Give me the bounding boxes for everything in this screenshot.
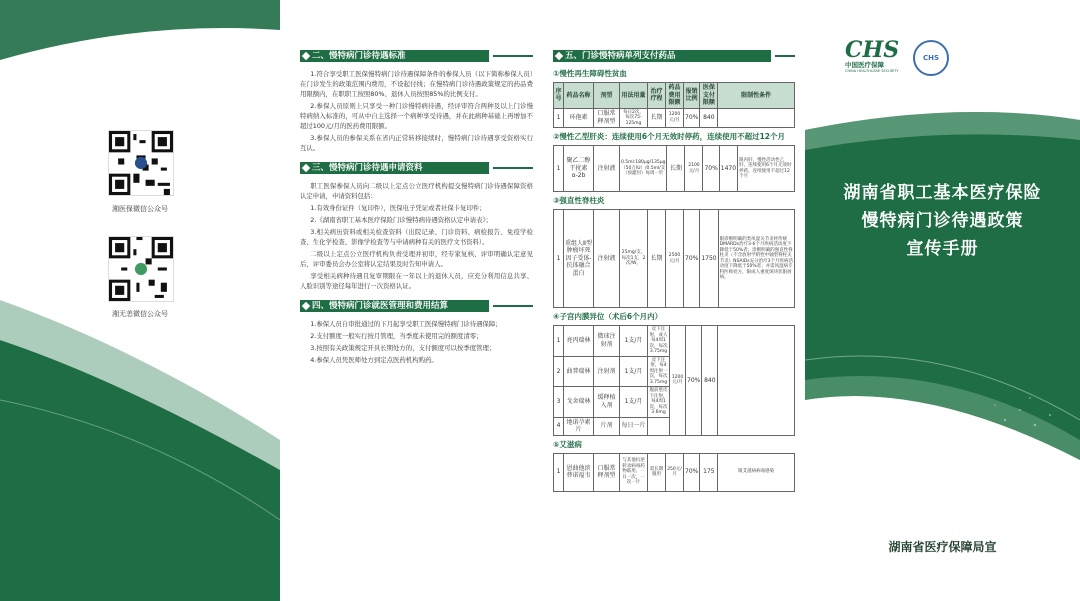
section-2-para-1: 1.符合享受职工医保慢特病门诊待遇保障条件的参保人员（以下简称参保人员）在门诊发生的政策范围内费用，不设起付线；在慢特病门诊待遇政策规定的药品费用限额内，在职职工按照80%、退休人员按照85%的比例支付。 <box>300 70 533 98</box>
cell-ratio: 70% <box>684 108 700 128</box>
section-4-title: 四、慢特病门诊就医管理和费用结算 <box>300 300 489 312</box>
section-3-para-2: 2.《湖南省职工基本医疗保险门诊慢特病待遇资格认定申请表》； <box>310 216 493 224</box>
cell-cost: 1200元/月 <box>666 108 684 128</box>
seal-text: CHS <box>922 54 940 62</box>
cell-no: 1 <box>554 453 564 491</box>
header-cost: 药品费用限额 <box>666 83 684 109</box>
cell-name: 曲普瑞林 <box>564 356 594 387</box>
cover-title-line-2: 慢特病门诊待遇政策 <box>861 211 1024 231</box>
cell-name: 亮丙瑞林 <box>564 326 594 357</box>
header-cond: 限制性条件 <box>718 83 795 109</box>
cell-no: 1 <box>554 326 564 357</box>
section-3-para-3: 3.相关病历资料或相关检查资料（出院记录、门诊资料、病检报告、免疫学检查、生化学检查、影像学检查等与申请病种有关的医疗文书资料）。 <box>300 228 533 246</box>
qr1-caption: 湘医保微信公众号 <box>112 205 168 213</box>
disease-5-table <box>553 453 795 492</box>
section-3-para-1: 1.有效身份证件（复印件），医保电子凭证或者社保卡复印件； <box>310 204 486 212</box>
disease-2-table <box>553 145 795 192</box>
cell-form: 口服常释剂型 <box>594 453 620 491</box>
cell-course: 长期 <box>648 210 666 308</box>
cell-note: 皮下注射，每4周注射一次，每次3.75mg <box>649 357 668 385</box>
cell-ratio: 70% <box>686 326 702 436</box>
section-2-para-3: 3.参保人员的参保关系在省内正常转移接续时，慢特病门诊待遇享受资格实行互认。 <box>300 134 533 152</box>
header-no: 序号 <box>554 83 564 109</box>
cell-usage: 每日2次，每次75-125mg <box>620 108 648 128</box>
chs-logo-english: CHINA HEALTHCARE SECURITY <box>845 69 899 73</box>
disease-2-title: ②慢性乙型肝炎：连续使用6个月无效时停药，连续使用不超过12个月 <box>553 132 786 141</box>
cover-title-line-1: 湖南省职工基本医疗保险 <box>843 183 1042 203</box>
wechat-qr-code-2[interactable] <box>108 236 174 302</box>
cell-note <box>648 417 670 435</box>
drug-table-panel <box>543 0 805 601</box>
section-4-para-4: 4.参保人员凭医师处方到定点医药机构购药。 <box>310 356 438 364</box>
cell-name: 环孢素 <box>564 108 594 128</box>
disease-5-title: ⑤艾滋病 <box>553 439 582 449</box>
disease-1-table <box>553 82 795 128</box>
table-row <box>554 326 795 357</box>
cell-no: 3 <box>554 387 564 418</box>
cell-pay: 1750 <box>700 210 718 308</box>
cover-title-line-3: 宣传手册 <box>906 239 979 259</box>
cell-usage: 每日一片 <box>620 417 648 435</box>
cell-pay: 840 <box>702 326 718 436</box>
section-3-para-5: 享受相关病种待遇且复审期限在一年以上的退休人员，应充分利用信息共享、人脸识别等途径每年进行一次资格认证。 <box>300 272 533 290</box>
cell-name: 聚乙二醇干扰素α-2b <box>564 146 594 192</box>
qr-code-icon <box>109 131 173 195</box>
cell-form: 口服常释剂型 <box>594 108 620 128</box>
header-usage: 用法用量 <box>620 83 648 109</box>
chs-logo-text: CHS <box>845 37 900 63</box>
issuing-organization: 湖南省医疗保障局宣 <box>888 540 997 554</box>
cell-note: 皮下注射，成人每4周1次，每次3.75mg <box>649 327 668 354</box>
section-3-para-0: 职工医保参保人员向二级以上定点公立医疗机构提交慢特病门诊待遇保障资格认定申请，申请资料包括： <box>300 182 533 200</box>
cell-cond: 限诊断明确的类风湿关节炎经传统DMARDs治疗3-6个月疾病活动度下降低于50%者；诊断明确的强直性脊柱炎（不含放射学阴性中轴型脊柱关节炎）NSAIDs充分治疗3个月疾病活动度下降低于50%者；并需风湿病专科医师处方，限成人重度斑块状银屑病。 <box>718 210 794 308</box>
section-4-para-3: 3.按照有关政策规定开具长期处方的，支付额度可以按季度管理； <box>310 344 496 352</box>
cell-cond <box>718 108 795 128</box>
cover-wave-decoration <box>805 0 1080 601</box>
cell-no: 1 <box>554 108 564 128</box>
section-3-title: 三、慢特病门诊待遇申请资料 <box>300 162 489 174</box>
cell-name: 重组人Ⅱ型肿瘤坏死因子受体-抗体融合蛋白 <box>564 210 594 308</box>
header-course: 治疗疗程 <box>648 83 666 109</box>
section-3-para-4: 二级以上定点公立医疗机构负责受理并初审，经专家复核、评审明确认定意见后，评审委员会办公室将认定结果及时告知申请人。 <box>300 250 533 268</box>
cover-panel <box>805 0 1080 601</box>
cell-course: 长期 <box>648 108 666 128</box>
left-panel <box>0 0 280 601</box>
cell-form: 片剂 <box>594 417 620 435</box>
table-row <box>554 210 795 308</box>
cell-no: 1 <box>554 210 564 308</box>
table-row <box>554 108 795 128</box>
cell-pay: 840 <box>700 108 718 128</box>
policy-text-panel <box>280 0 543 601</box>
disease-4-table <box>553 325 795 436</box>
header-form: 剂型 <box>594 83 620 109</box>
cell-usage: 1支/月 <box>620 326 648 357</box>
medical-insurance-seal-icon <box>913 40 949 76</box>
cell-pay: 1470 <box>719 146 737 192</box>
cell-cond <box>718 326 795 436</box>
cell-name: 地诺孕素片 <box>564 417 594 435</box>
qr-code-icon <box>109 237 173 301</box>
cell-name: 恩曲他滨替诺福韦 <box>564 453 594 491</box>
disease-3-table <box>553 209 795 308</box>
cell-cost: 1200元/月 <box>670 326 686 436</box>
header-name: 药品名称 <box>564 83 594 109</box>
cell-cost: 250元/月 <box>666 453 684 491</box>
cell-cost: 2500元/月 <box>666 210 684 308</box>
cell-form: 注射液 <box>594 210 620 308</box>
cell-form: 注射液 <box>594 146 620 192</box>
cell-form: 缓释植入剂 <box>594 387 620 418</box>
cell-usage: 25mg/支，每次1支，2次/W。 <box>620 210 648 308</box>
section-2-para-2: 2.参保人员原则上只享受一种门诊慢特病待遇，经评审符合两种及以上门诊慢特病纳入标准的，可从中自主选择一个病种享受待遇，并在此病种基础上再增加不超过100元/月的医药费用限额。 <box>300 102 533 130</box>
section-4-para-2: 2.支付额度一般实行按月管理，当季度未使用完的额度清零； <box>310 332 483 340</box>
cell-no: 1 <box>554 146 564 192</box>
cell-note: 腹前壁皮下注射，每4周1次，每次3.6mg <box>649 388 668 415</box>
cell-usage: 与其他抗逆转录病毒药物联用，一日一次，一次一片 <box>620 453 648 491</box>
cell-cost: 2100元/月 <box>685 146 703 192</box>
cell-form: 注射剂 <box>594 356 620 387</box>
cell-ratio: 70% <box>703 146 719 192</box>
header-pay: 医保支付限额 <box>700 83 718 109</box>
qr2-caption: 湘无恙微信公众号 <box>112 310 168 318</box>
cell-name: 戈舍瑞林 <box>564 387 594 418</box>
cell-cond: 限艾滋病病毒感染 <box>718 453 795 491</box>
section-2-title: 二、慢特病门诊待遇标准 <box>300 50 489 62</box>
table-header-row <box>554 83 795 109</box>
cell-no: 2 <box>554 356 564 387</box>
section-2-header <box>300 50 533 62</box>
table-row <box>554 146 795 192</box>
section-5-title: 五、门诊慢特病单列支付药品 <box>553 50 771 62</box>
disease-4-title: ④子宫内膜异位（术后6个月内） <box>553 312 663 321</box>
section-5-header <box>553 50 795 62</box>
cell-usage: 1支/月 <box>620 387 648 418</box>
section-3-header <box>300 162 533 174</box>
cell-course: 需长期服用 <box>648 453 666 491</box>
cell-ratio: 70% <box>684 453 700 491</box>
cell-cond: 限丙肝，慢性活动性乙肝，连续使用6个月无效时停药，连续使用不超过12个月 <box>738 146 795 192</box>
cell-no: 4 <box>554 417 564 435</box>
table-row <box>554 453 795 491</box>
section-4-para-1: 1.参保人员自审批通过的下月起享受职工医保慢特病门诊待遇保障； <box>310 320 502 328</box>
chs-logo-subtitle: 中国医疗保障 <box>845 61 884 69</box>
header-ratio: 报销比例 <box>684 83 700 109</box>
section-4-header <box>300 300 533 312</box>
cell-form: 微球注射剂 <box>594 326 620 357</box>
disease-1-title: ①慢性再生障碍性贫血 <box>553 69 627 78</box>
cell-usage: 1支/月 <box>620 356 648 387</box>
wechat-qr-code-1[interactable] <box>108 130 174 196</box>
cell-course: 长期 <box>667 146 685 192</box>
cell-usage: 0.5ml:180μg/135μg（50万IU）/0.5ml/支（预灌封）每周一针 <box>620 146 667 192</box>
cell-ratio: 70% <box>684 210 700 308</box>
cell-pay: 175 <box>700 453 718 491</box>
disease-3-title: ③强直性脊柱炎 <box>553 196 605 205</box>
